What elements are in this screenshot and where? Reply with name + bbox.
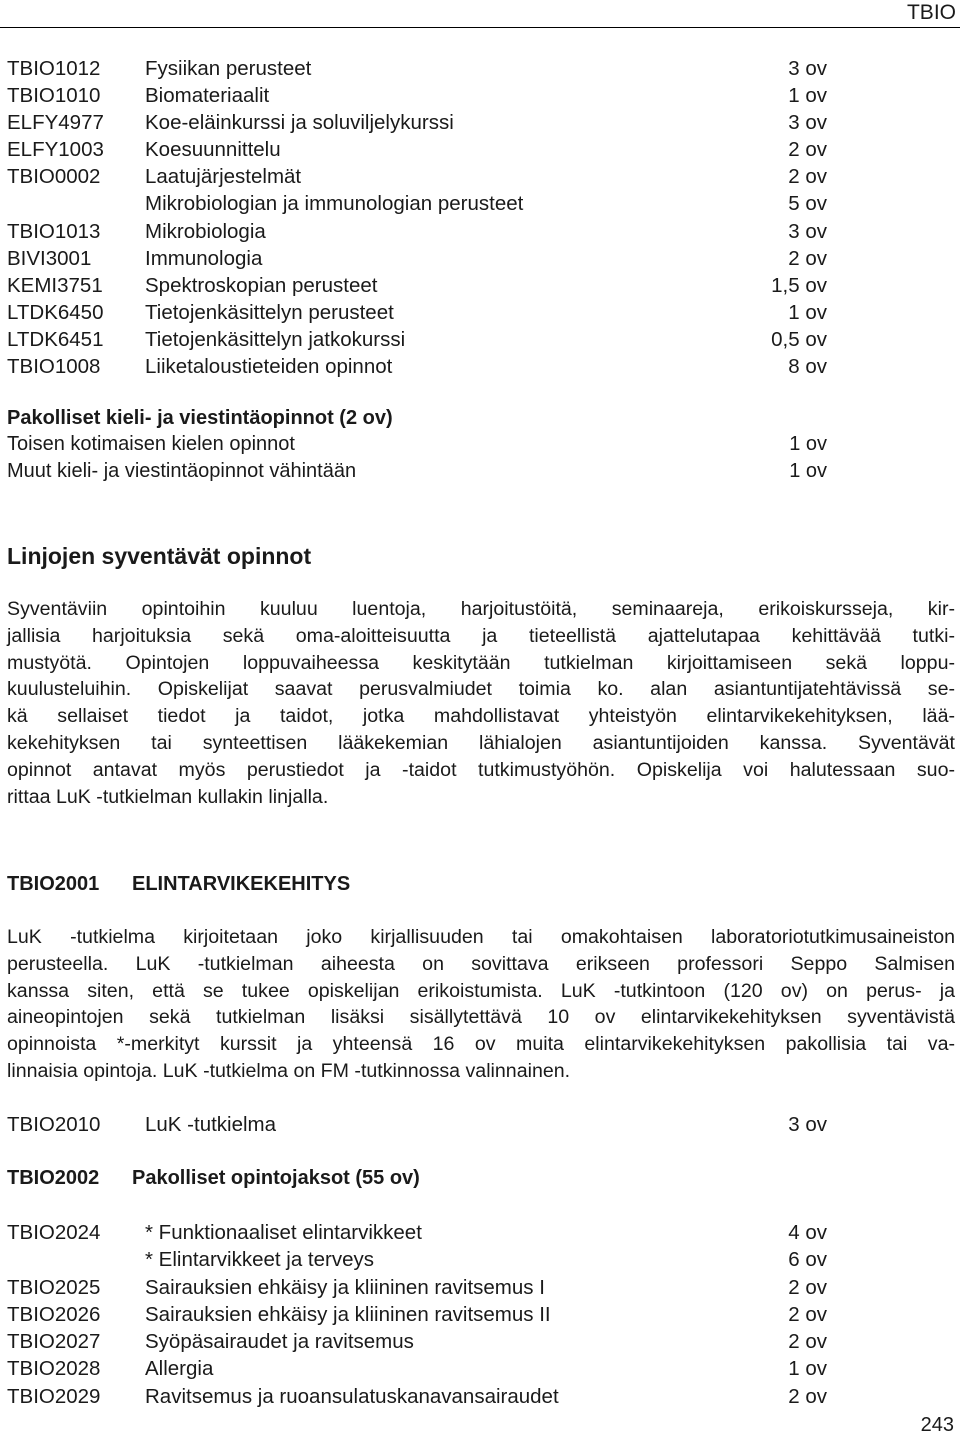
course-row	[7, 163, 837, 190]
course-code: ELFY4977	[7, 111, 104, 135]
course-credits: 3 ov	[788, 111, 827, 135]
course-name: Koesuunnittelu	[145, 138, 281, 162]
thesis-credits: 3 ov	[788, 1113, 827, 1136]
course-credits: 2 ov	[788, 246, 827, 270]
course-row	[7, 1219, 837, 1246]
course-code: TBIO2025	[7, 1275, 101, 1299]
course-row	[7, 272, 837, 299]
course-code: TBIO1013	[7, 219, 101, 243]
course-name: Liiketaloustieteiden opinnot	[145, 355, 393, 379]
course-name: Sairauksien ehkäisy ja kliininen ravitsemus I	[145, 1275, 545, 1299]
course-row	[7, 245, 837, 272]
language-studies	[7, 405, 837, 485]
course-row	[7, 190, 837, 217]
course-name: Mikrobiologian ja immunologian perusteet	[145, 192, 524, 216]
course-name: Tietojenkäsittelyn jatkokurssi	[145, 327, 406, 351]
paragraph-line: LuK -tutkielma kirjoitetaan joko kirjallisuuden tai omakohtaisen laboratoriotutkimusaineiston	[7, 926, 955, 948]
course-row	[7, 55, 837, 82]
course-credits: 4 ov	[788, 1221, 827, 1244]
course-name: Sairauksien ehkäisy ja kliininen ravitsemus II	[145, 1302, 551, 1326]
course-credits: 2 ov	[788, 1384, 827, 1408]
thesis-row	[7, 1110, 837, 1140]
course-code: LTDK6450	[7, 300, 104, 324]
mandatory-heading	[7, 1165, 420, 1191]
paragraph-line: kuulusteluihin. Opiskelijat saavat perusvalmiudet toimia ko. alan asiantuntijatehtävissä se-	[7, 678, 955, 701]
course-name: Laatujärjestelmät	[145, 165, 302, 189]
course-row	[7, 136, 837, 163]
course-row	[7, 1301, 837, 1328]
language-row-credits: 1 ov	[789, 433, 827, 455]
course-name: Spektroskopian perusteet	[145, 273, 378, 297]
course-row	[7, 218, 837, 245]
course-name: Mikrobiologia	[145, 219, 266, 243]
course-code: TBIO1008	[7, 355, 101, 379]
thesis-code: TBIO2010	[7, 1113, 101, 1136]
page-number: 243	[920, 1414, 954, 1436]
course-code: BIVI3001	[7, 246, 92, 270]
advanced-studies-paragraph	[7, 596, 955, 810]
paragraph-line: opinnot antavat myös perustiedot ja -taidot tutkimustyöhön. Opiskelija voi halutessaan suo-	[7, 758, 955, 781]
elintarvike-title: ELINTARVIKEKEHITYS	[132, 873, 351, 895]
course-credits: 2 ov	[788, 165, 827, 189]
language-row-credits: 1 ov	[789, 460, 827, 482]
course-credits: 6 ov	[788, 1248, 827, 1272]
course-row	[7, 326, 837, 353]
header-course-code: TBIO	[906, 1, 956, 24]
mandatory-code: TBIO2002	[7, 1167, 100, 1189]
course-row	[7, 1383, 837, 1410]
course-credits: 1 ov	[788, 84, 827, 108]
course-code: TBIO1010	[7, 84, 101, 108]
course-name: Tietojenkäsittelyn perusteet	[145, 300, 394, 324]
course-row	[7, 299, 837, 326]
course-name: Ravitsemus ja ruoansulatuskanavansairaudet	[145, 1384, 559, 1408]
course-code: TBIO2029	[7, 1384, 101, 1408]
course-name: Fysiikan perusteet	[145, 57, 312, 80]
course-name: Syöpäsairaudet ja ravitsemus	[145, 1330, 414, 1354]
course-code: LTDK6451	[7, 327, 104, 351]
course-row	[7, 1328, 837, 1355]
language-row	[7, 431, 837, 458]
course-list	[7, 55, 837, 380]
course-code: TBIO0002	[7, 165, 101, 189]
elintarvike-heading	[7, 871, 351, 897]
language-heading: Pakolliset kieli- ja viestintäopinnot (2 ov)	[7, 407, 393, 429]
header-divider	[0, 27, 960, 28]
thesis-name: LuK -tutkielma	[145, 1113, 277, 1136]
paragraph-line: Syventäviin opintoihin kuuluu luentoja, harjoitustöitä, seminaareja, erikoiskursseja, kir-	[7, 598, 955, 620]
course-row	[7, 1246, 837, 1273]
paragraph-line: kanssa siten, että se tukee opiskelijan erikoistumista. LuK -tutkintoon (120 ov) on perus- ja	[7, 979, 955, 1002]
paragraph-line: perusteella. LuK -tutkielman aiheesta on sovittava erikseen professori Seppo Salmisen	[7, 952, 955, 975]
course-code: TBIO2024	[7, 1221, 101, 1244]
course-code: TBIO2028	[7, 1357, 101, 1381]
paragraph-line: linnaisia opintoja. LuK -tutkielma on FM -tutkinnossa valinnainen.	[7, 1059, 571, 1082]
course-credits: 3 ov	[788, 57, 827, 80]
mandatory-title: Pakolliset opintojaksot (55 ov)	[132, 1167, 420, 1189]
course-row	[7, 109, 837, 136]
course-name: Koe-eläinkurssi ja soluviljelykurssi	[145, 111, 454, 135]
course-row	[7, 82, 837, 109]
course-code: KEMI3751	[7, 273, 103, 297]
language-row	[7, 458, 837, 485]
course-credits: 2 ov	[788, 1302, 827, 1326]
course-name: Immunologia	[145, 246, 263, 270]
course-credits: 3 ov	[788, 219, 827, 243]
course-credits: 2 ov	[788, 1275, 827, 1299]
course-credits: 1,5 ov	[771, 273, 827, 297]
language-row-name: Muut kieli- ja viestintäopinnot vähintään	[7, 460, 357, 482]
course-code: ELFY1003	[7, 138, 104, 162]
mandatory-course-list	[7, 1219, 837, 1410]
course-credits: 8 ov	[788, 355, 827, 379]
paragraph-line: kekehityksen tai synteettisen lääkekemian lähialojen asiantuntijoiden kanssa. Syventävät	[7, 731, 955, 754]
thesis-paragraph	[7, 924, 955, 1085]
course-credits: 0,5 ov	[771, 327, 827, 351]
course-code: TBIO2026	[7, 1302, 101, 1326]
course-row	[7, 1274, 837, 1301]
course-credits: 1 ov	[788, 300, 827, 324]
course-code: TBIO2027	[7, 1330, 101, 1354]
paragraph-line: aineopintojen sekä tutkielman lisäksi sisällytettävä 10 ov elintarvikekehityksen syventävistä	[7, 1006, 955, 1029]
paragraph-line: opinnoista *-merkityt kurssit ja yhteensä 16 ov muita elintarvikekehityksen pakollisia tai va-	[7, 1033, 955, 1056]
course-row	[7, 1355, 837, 1382]
paragraph-line: rittaa LuK -tutkielman kullakin linjalla.	[7, 785, 329, 808]
paragraph-line: jallisia harjoituksia sekä oma-aloitteisuutta ja tieteellistä ajattelutapaa kehittävää tutki-	[7, 624, 955, 647]
course-row	[7, 353, 837, 380]
course-credits: 2 ov	[788, 138, 827, 162]
course-code: TBIO1012	[7, 57, 101, 80]
language-row-name: Toisen kotimaisen kielen opinnot	[7, 433, 295, 455]
course-name: Allergia	[145, 1357, 214, 1381]
course-credits: 2 ov	[788, 1330, 827, 1354]
course-name: Biomateriaalit	[145, 84, 270, 108]
section-title: Linjojen syventävät opinnot	[7, 543, 312, 569]
course-name: * Funktionaaliset elintarvikkeet	[145, 1221, 422, 1244]
elintarvike-code: TBIO2001	[7, 873, 100, 895]
paragraph-line: kä sellaiset tiedot ja taidot, jotka mahdollistavat yhteistyön elintarvikekehityksen, lää-	[7, 705, 955, 728]
course-name: * Elintarvikkeet ja terveys	[145, 1248, 375, 1272]
course-credits: 5 ov	[788, 192, 827, 216]
course-credits: 1 ov	[788, 1357, 827, 1381]
paragraph-line: mustyötä. Opintojen loppuvaiheessa keskitytään tutkielman kirjoittamiseen sekä loppu-	[7, 651, 955, 674]
